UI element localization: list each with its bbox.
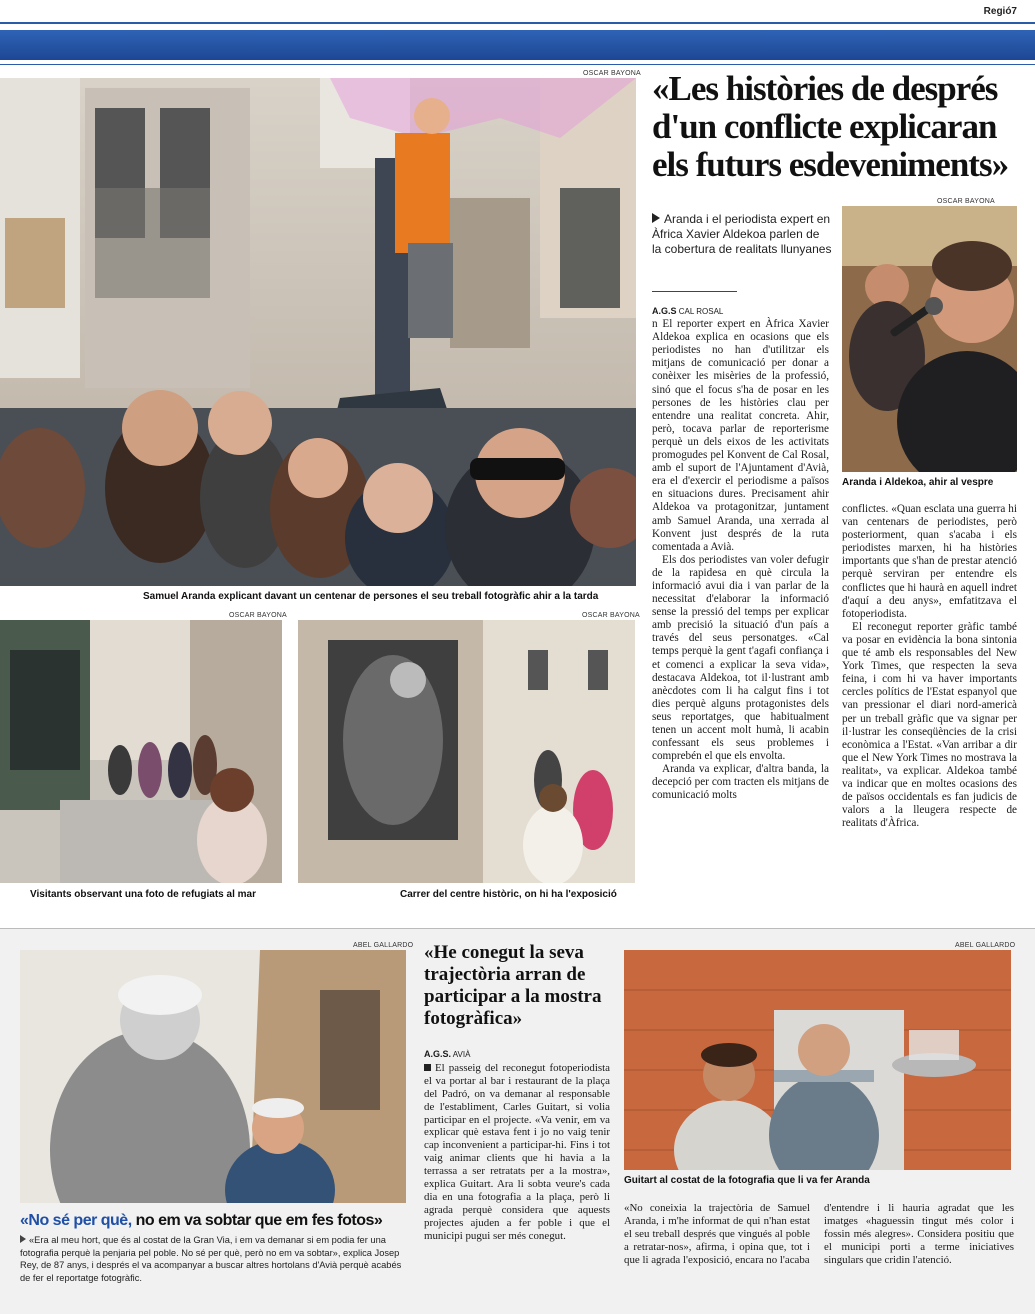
photo-visitors	[0, 620, 282, 883]
photo-street	[298, 620, 635, 883]
photo-josep-rey	[20, 950, 406, 1203]
byline: A.G.S CAL ROSAL	[652, 306, 724, 316]
sidebar-column-1	[424, 1048, 610, 1243]
paragraph: n El reporter expert en Àfrica Xavier Aldekoa explica en ocasions que els periodistes no han d'utilitzar els mitjans de comunicació per donar a conèixer les misèries de la professió, sinó que el focus s'ha de posar en les persones de les històries clau per entendre una realitat concreta. Ahir, però, tocava parlar de reporterisme perquè un dels eixos de les activitats promogudes pel Konvent de Cal Rosal, amb el suport de l'Ajuntament d'Avià, era el d'exercir el periodisme a països en situacions dures. Precisament ahir Aldekoa va protagonitzar, juntament amb Samuel Aranda, una xerrada al Konvent just després de la ruta comentada a Avià.	[652, 318, 830, 553]
paragraph: El passeig del reconegut fotoperiodista el va portar al bar i restaurant de la plaça del Padró, on va demanar al responsable de l'establiment, Carles Guitart, si volia participar en el projecte. «Va venir, em va explicar què estava fent i jo no vaig tenir cap inconvenient a participar-hi. Fins i tot vaig animar clients que hi havia a la terrassa a ser retratats per a la mostra», explica Guitart. Ara li sobta veure's cada dia en una fotografia a la plaça, però li agrada perquè considera que aquests projectes ajuden a fer poble i que el municipi pugui ser més conegut.	[424, 1061, 610, 1242]
top-rule	[0, 22, 1035, 24]
paragraph: «No coneixia la trajectòria de Samuel Aranda, i m'he informat de qui n'han estat el seu treball després que vingués al poble a retratar-nos», afirma, i opina que, tot i que li agrada l'exposició, encara no l'acaba	[624, 1202, 810, 1266]
caption-aldekoa: Aranda i Aldekoa, ahir al vespre	[842, 477, 994, 488]
quote-headline: «No sé per què, no em va sobtar que em fes fotos»	[20, 1212, 383, 1229]
photo-aldekoa	[842, 206, 1017, 472]
article-column-2	[842, 503, 1017, 830]
photo-guitart	[624, 950, 1011, 1170]
photo-main-crowd	[0, 78, 636, 586]
caption-main: Samuel Aranda explicant davant un centenar de persones el seu treball fotogràfic ahir a la tarda	[143, 591, 599, 602]
sidebar-column-3	[824, 1202, 1014, 1267]
square-bullet-icon	[424, 1064, 431, 1071]
caption-street: Carrer del centre històric, on hi ha l'exposició	[400, 889, 617, 900]
section-label: Regió7	[983, 6, 1017, 17]
photo-credit: OSCAR BAYONA	[582, 612, 640, 619]
paragraph: Els dos periodistes van voler defugir de la rapidesa en què circula la informació avui dia i van parlar de la necessitat d'elaborar la informació sense la pressió del temps per explicar amb precisió la situació d'un país a través del seus personatges. «Cal temps perquè la gent t'agafi confiança i et comenci a explicar la seva vida», destacava Aldekoa, tot il·lustrant amb anècdotes com li ha calgut fins i tot dies perquè alguns protagonistes dels seus reportatges, que habitualment tenen un accent molt humà, li acabin confessant els seus problemes i comprebén el que els envolta.	[652, 553, 829, 763]
photo-credit: OSCAR BAYONA	[229, 612, 287, 619]
article-deck: Aranda i el periodista expert en Àfrica Xavier Aldekoa parlen de la cobertura de realitats llunyanes	[652, 212, 832, 256]
triangle-icon	[20, 1235, 26, 1243]
article-column-1	[652, 305, 829, 803]
caption-guitart: Guitart al costat de la fotografia que li va fer Aranda	[624, 1175, 870, 1186]
section-band	[0, 30, 1035, 60]
paragraph: conflictes. «Quan esclata una guerra hi van centenars de periodistes, però posteriorment, quan s'acaba i els periodistes marxen, hi ha històries importants que s'han de prestar atenció perquè serviran per entendre els conflictes que hi haurà en aquell indret d'aquí a deu anys», emfatitzava el fotoperiodista.	[842, 503, 1017, 620]
caption-visitors: Visitants observant una foto de refugiats al mar	[30, 889, 256, 900]
byline: A.G.S. AVIÀ	[424, 1049, 471, 1059]
deck-rule	[652, 291, 737, 292]
photo-credit: OSCAR BAYONA	[937, 198, 995, 205]
paragraph: d'entendre i li hauria agradat que les imatges «haguessin tingut més color i fossin més alegres». Considera positiu que el municipi porti a terme iniciatives singulars que cridin l'atenció.	[824, 1202, 1014, 1266]
section-divider	[0, 928, 1035, 929]
paragraph: Aranda va explicar, d'altra banda, la decepció per com tracten els mitjans de comunicació molts	[652, 763, 829, 802]
photo-credit: OSCAR BAYONA	[583, 70, 641, 77]
photo-credit: ABEL GALLARDO	[353, 942, 414, 949]
sidebar-column-2	[624, 1202, 810, 1267]
paragraph: El reconegut reporter gràfic també va posar en evidència la bona sintonia que té amb els responsables del New York Times, que respecten la seva feina, i com hi va haver importants cercles polítics de l'Estat espanyol que van pressionar el diari nord-americà per un treball gràfic que va signar per il·lustrar les conseqüències de la crisi econòmica a l'Estat. «Van arribar a dir que el New York Times no mostrava la realitat», va explicar. Aldekoa també va indicar que en moltes ocasions des de països occidentals es fan judicis de valors a la lleugera respecte de realitats d'Àfrica.	[842, 620, 1017, 830]
article-headline: «Les històries de després d'un conflicte explicaran els futurs esdeveniments»	[652, 69, 1009, 184]
photo-credit: ABEL GALLARDO	[955, 942, 1016, 949]
band-rule	[0, 64, 1035, 65]
sidebar-headline: «He conegut la seva trajectòria arran de participar a la mostra fotogràfica»	[424, 942, 602, 1029]
triangle-icon	[652, 213, 660, 223]
quote-body: «Era al meu hort, que és al costat de la Gran Via, i em va demanar si em podia fer una fotografia perquè la penjaria pel poble. No sé per què, però no em va sobtar», explica Josep Rey, de 87 anys, i després el va acompanyar a buscar altres hortolans d'Avià perquè acabés de fer el reportatge fotogràfic.	[20, 1235, 402, 1283]
